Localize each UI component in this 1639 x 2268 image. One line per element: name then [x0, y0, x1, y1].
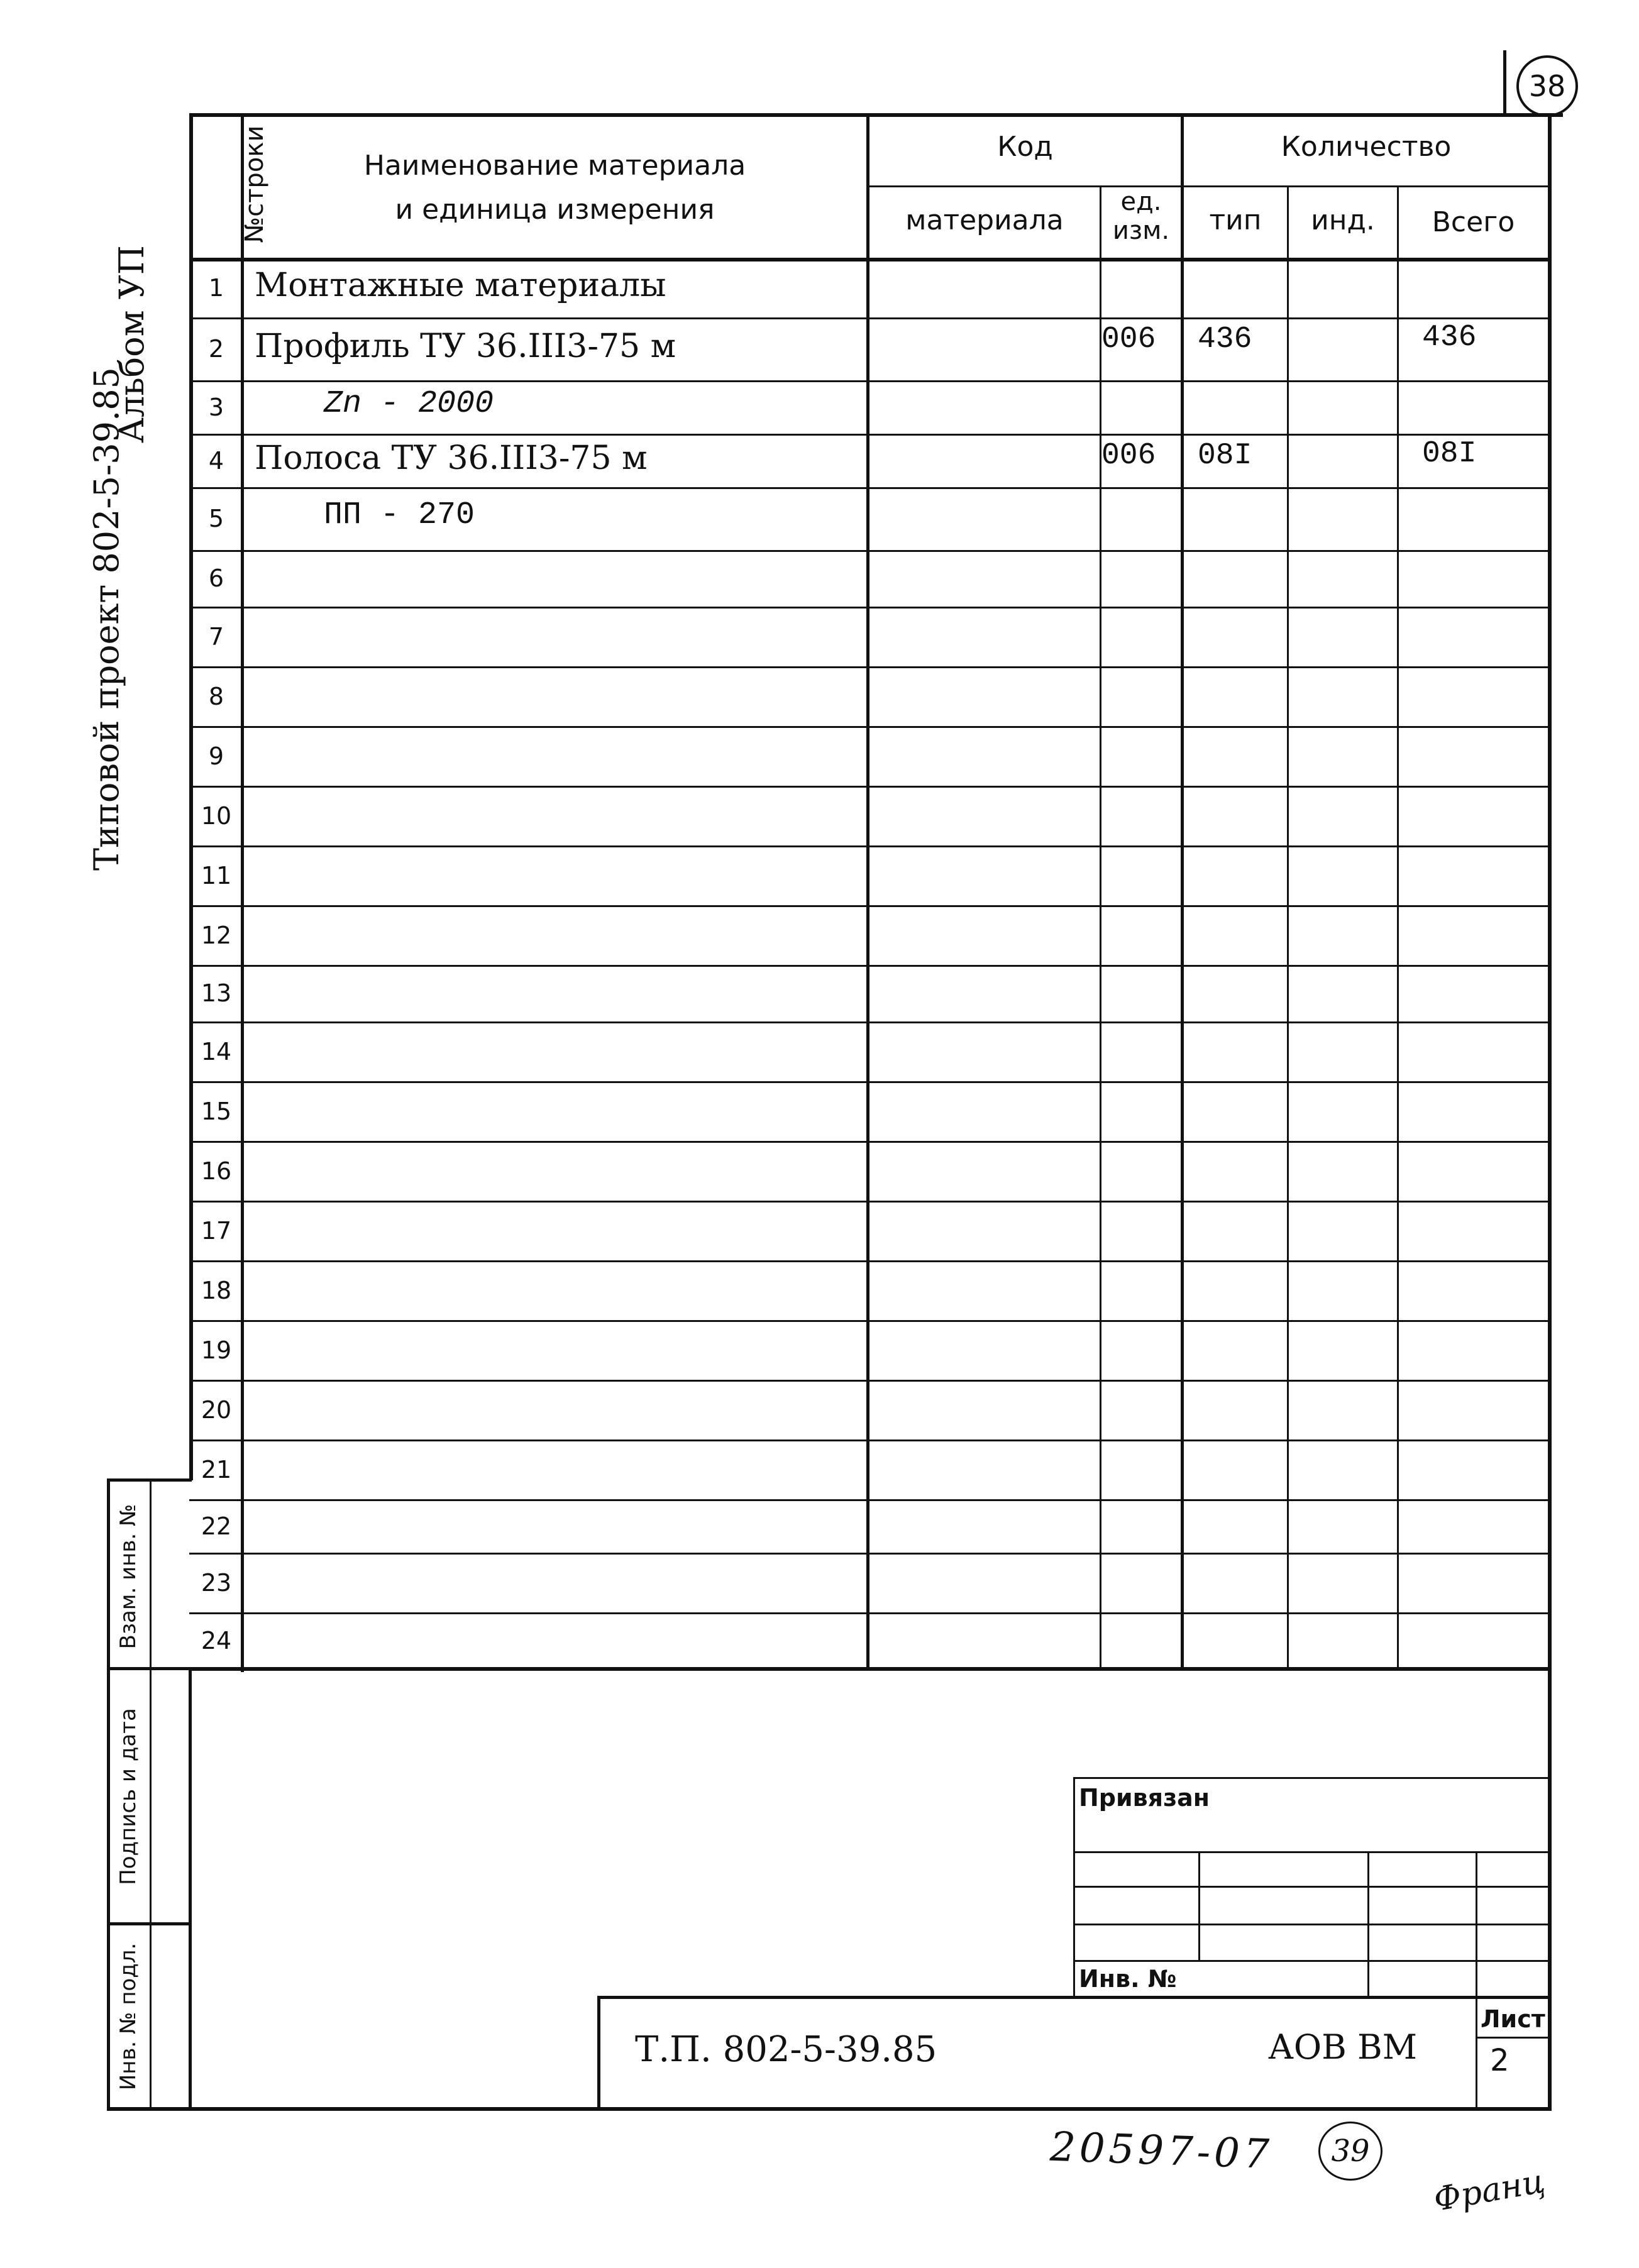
table-row-line: [189, 434, 1552, 436]
material-name: Zn - 2000: [324, 385, 494, 422]
title-block-left: [597, 1996, 600, 2109]
row-number: 13: [201, 979, 232, 1007]
table-row-line: [189, 1320, 1552, 1322]
row-number: 17: [201, 1216, 232, 1245]
table-row-line: [189, 726, 1552, 728]
rownum-column-line: [241, 113, 244, 1672]
table-row-line: [189, 1141, 1552, 1143]
table-row-line: [189, 1440, 1552, 1441]
row-number: 7: [208, 622, 224, 651]
row-number: 23: [201, 1568, 232, 1597]
privyazan-top: [1073, 1777, 1552, 1779]
qty-total: 436: [1422, 321, 1477, 355]
unit-code: 006: [1101, 439, 1156, 473]
row-number: 8: [208, 682, 224, 710]
row-number: 11: [201, 861, 232, 889]
table-bottom-border: [189, 1667, 1552, 1671]
table-row-line: [189, 380, 1552, 382]
row-number: 10: [201, 801, 232, 830]
handwritten-page-circle: [1318, 2122, 1382, 2181]
sheet-cell-divider: [1476, 2037, 1552, 2039]
handwritten-page-number: 39: [1331, 2133, 1370, 2169]
table-row-line: [189, 1612, 1552, 1614]
label-sheet: Лист: [1481, 2005, 1545, 2033]
corner-mark-line: [1503, 50, 1506, 116]
side-project-title: Типовой проект 802-5-39.85: [87, 367, 126, 871]
table-row-line: [189, 1201, 1552, 1203]
unit-column-line: [1100, 185, 1101, 1669]
designation: Т.П. 802-5-39.85: [635, 2029, 937, 2070]
row-number: 9: [208, 742, 224, 770]
qty-total: 08I: [1422, 437, 1477, 471]
table-row-line: [189, 487, 1552, 489]
header-qty-ind: инд.: [1311, 204, 1375, 236]
row-number: 12: [201, 921, 232, 949]
table-row-line: [189, 1260, 1552, 1262]
material-name: Монтажные материалы: [255, 266, 666, 304]
stamp-vzam-inv: Взам. инв. №: [116, 1504, 141, 1649]
table-right-border: [1548, 113, 1552, 2109]
table-row-line: [189, 1499, 1552, 1501]
label-inv-no: Инв. №: [1079, 1965, 1177, 1993]
table-row-line: [189, 317, 1552, 319]
row-number: 24: [201, 1627, 232, 1654]
stamp-column-right: [189, 1669, 192, 2109]
row-number: 18: [201, 1276, 232, 1304]
page-number: 38: [1528, 69, 1566, 103]
stamp-grid-row-4: [1073, 1960, 1552, 1962]
row-number: 3: [208, 393, 224, 421]
qty-column-line: [1181, 113, 1184, 1669]
side-album-title: Альбом УП: [112, 245, 152, 443]
page-bottom-border: [107, 2107, 1552, 2111]
header-code: Код: [997, 131, 1053, 163]
material-name: Профиль ТУ 36.III3-75 м: [255, 328, 676, 365]
table-row-line: [189, 786, 1552, 788]
material-name: Полоса ТУ 36.III3-75 м: [255, 439, 648, 477]
label-privyazan: Привязан: [1079, 1784, 1210, 1812]
stamp-column-top: [107, 1478, 192, 1482]
stamp-grid-col-3: [1476, 1851, 1477, 2109]
row-number: 1: [208, 273, 224, 302]
row-number: 6: [208, 564, 224, 592]
header-quantity: Количество: [1281, 131, 1452, 163]
header-name-line1: Наименование материала: [363, 150, 746, 182]
row-number: 22: [201, 1512, 232, 1540]
total-column-line: [1397, 185, 1399, 1669]
material-name: ПП - 270: [324, 497, 475, 533]
stamp-grid-row-3: [1073, 1924, 1552, 1925]
table-row-line: [189, 666, 1552, 668]
stamp-column-divider: [150, 1480, 152, 2109]
table-row-line: [189, 607, 1552, 608]
table-top-border: [189, 113, 1563, 117]
stamp-podpis-data: Подпись и дата: [116, 1708, 141, 1885]
ind-column-line: [1287, 185, 1289, 1669]
table-row-line: [189, 1081, 1552, 1083]
unit-code: 006: [1101, 322, 1156, 356]
doc-code: АОВ ВМ: [1268, 2027, 1417, 2067]
stamp-inv-podl: Инв. № подл.: [116, 1942, 141, 2091]
signature: Франц: [1431, 2162, 1548, 2219]
table-row-line: [189, 1021, 1552, 1023]
header-bottom-border: [189, 258, 1552, 261]
header-row-number: №строки: [240, 125, 269, 243]
row-number: 15: [201, 1097, 232, 1125]
header-name-line2: и единица измерения: [395, 194, 715, 226]
qty-type: 436: [1198, 322, 1252, 356]
code-column-line: [866, 113, 869, 1669]
row-number: 2: [208, 335, 224, 363]
table-row-line: [189, 550, 1552, 552]
page-number-circle: [1516, 55, 1578, 117]
row-number: 19: [201, 1336, 232, 1364]
row-number: 16: [201, 1157, 232, 1185]
stamp-grid-col-2: [1367, 1851, 1369, 1996]
qty-type: 08I: [1198, 439, 1252, 473]
sheet-number: 2: [1490, 2043, 1509, 2078]
archive-number: 20597-07: [1049, 2123, 1274, 2179]
header-qty-total: Всего: [1432, 206, 1515, 238]
table-row-line: [189, 965, 1552, 967]
stamp-grid-row-1: [1073, 1851, 1552, 1853]
stamp-grid-row-2: [1073, 1886, 1552, 1888]
table-row-line: [189, 1380, 1552, 1382]
row-number: 20: [201, 1395, 232, 1424]
title-block-top: [597, 1996, 1552, 1999]
row-number: 21: [201, 1455, 232, 1484]
header-code-unit: ед. изм.: [1112, 187, 1170, 245]
header-qty-type: тип: [1209, 204, 1262, 236]
stamp-grid-col-1: [1198, 1851, 1200, 1960]
table-row-line: [189, 905, 1552, 907]
row-number: 4: [208, 446, 224, 475]
row-number: 5: [208, 505, 224, 532]
header-subdivider: [866, 185, 1552, 187]
row-number: 14: [201, 1037, 232, 1065]
table-row-line: [189, 845, 1552, 847]
header-code-material: материала: [905, 204, 1064, 236]
table-row-line: [189, 1553, 1552, 1555]
